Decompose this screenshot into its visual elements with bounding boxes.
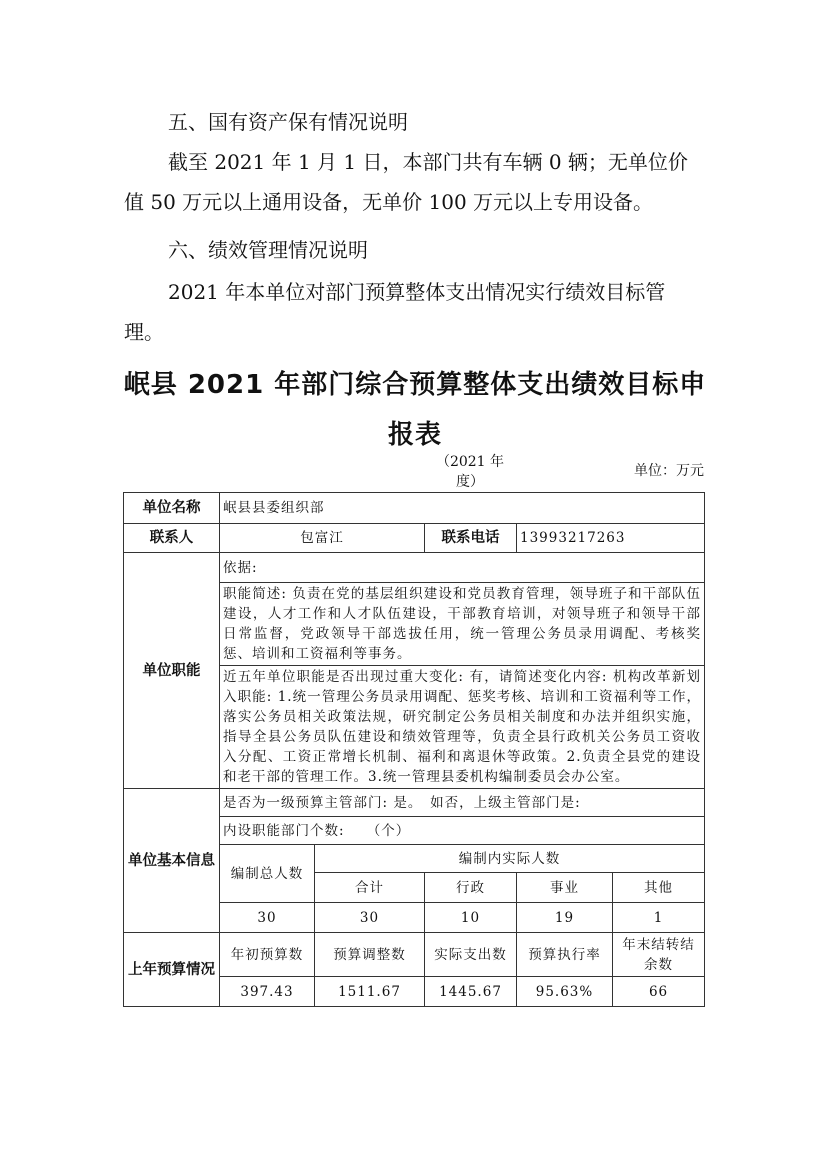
section-body-performance: 2021 年本单位对部门预算整体支出情况实行绩效目标管理。	[124, 280, 666, 344]
section-heading-assets: 五、国有资产保有情况说明	[168, 110, 408, 134]
first-level-dept: 是否为一级预算主管部门: 是。 如否，上级主管部门是:	[220, 789, 705, 817]
contact-value: 包富江	[220, 524, 425, 553]
staff-total-value: 30	[220, 903, 315, 933]
phone-label: 联系电话	[425, 524, 517, 553]
budget-value: 397.43	[220, 977, 315, 1007]
duty-summary: 职能简述: 负责在党的基层组织建设和党员教育管理，领导班子和干部队伍建设，人才工作和人才队伍建设，干部教育培训，对领导班子和领导干部日常监督，党政领导干部选拔任用，统一管理公务员录用调配、考核奖惩、培训和工资福利等事务。	[220, 583, 705, 666]
budget-header: 预算执行率	[517, 933, 613, 977]
budget-header: 预算调整数	[315, 933, 425, 977]
staff-col-header: 事业	[517, 873, 613, 903]
duty-label: 单位职能	[124, 553, 220, 789]
staff-col-header: 其他	[613, 873, 705, 903]
budget-value: 66	[613, 977, 705, 1007]
staff-value: 1	[613, 903, 705, 933]
basic-info-label: 单位基本信息	[124, 789, 220, 933]
staff-col-header: 行政	[425, 873, 517, 903]
performance-form-table	[123, 492, 705, 1007]
staff-value: 10	[425, 903, 517, 933]
internal-dept-count: 内设职能部门个数: （个）	[220, 817, 705, 845]
budget-header: 年初预算数	[220, 933, 315, 977]
duty-change: 近五年单位职能是否出现过重大变化: 有，请简述变化内容: 机构改革新划入职能: 1.统一管理公务员录用调配、惩奖考核、培训和工资福利等工作，落实公务员相关政策法规，研究制定公务员相关制度和办法并组织实施，指导全县公务员队伍建设和绩效管理等，负责全县行政机关公务员工资收入分配、工资正常增长机制、福利和离退休等政策。2.负责全县党的建设和老干部的管理工作。3.统一管理县委机构编制委员会办公室。	[220, 666, 705, 789]
form-title: 岷县 2021 年部门综合预算整体支出绩效目标申报表	[123, 370, 707, 450]
year-note: （2021 年度）	[435, 454, 505, 490]
duty-basis: 依据:	[220, 553, 705, 583]
phone-value: 13993217263	[517, 524, 705, 553]
staff-value: 19	[517, 903, 613, 933]
unit-note: 单位：万元	[634, 463, 704, 479]
section-heading-performance: 六、绩效管理情况说明	[168, 238, 368, 262]
contact-label: 联系人	[124, 524, 220, 553]
section-body-assets: 截至 2021 年 1 月 1 日，本部门共有车辆 0 辆；无单位价值 50 万元以上通用设备，无单价 100 万元以上专用设备。	[124, 150, 688, 214]
staff-col-header: 合计	[315, 873, 425, 903]
budget-header: 年末结转结余数	[613, 933, 705, 977]
budget-value: 95.63%	[517, 977, 613, 1007]
staff-value: 30	[315, 903, 425, 933]
budget-value: 1511.67	[315, 977, 425, 1007]
unit-name-label: 单位名称	[124, 493, 220, 524]
budget-header: 实际支出数	[425, 933, 517, 977]
staff-actual-label: 编制内实际人数	[315, 845, 705, 873]
budget-label: 上年预算情况	[124, 933, 220, 1007]
unit-name-value: 岷县县委组织部	[220, 493, 705, 524]
budget-value: 1445.67	[425, 977, 517, 1007]
staff-total-label: 编制总人数	[220, 845, 315, 903]
